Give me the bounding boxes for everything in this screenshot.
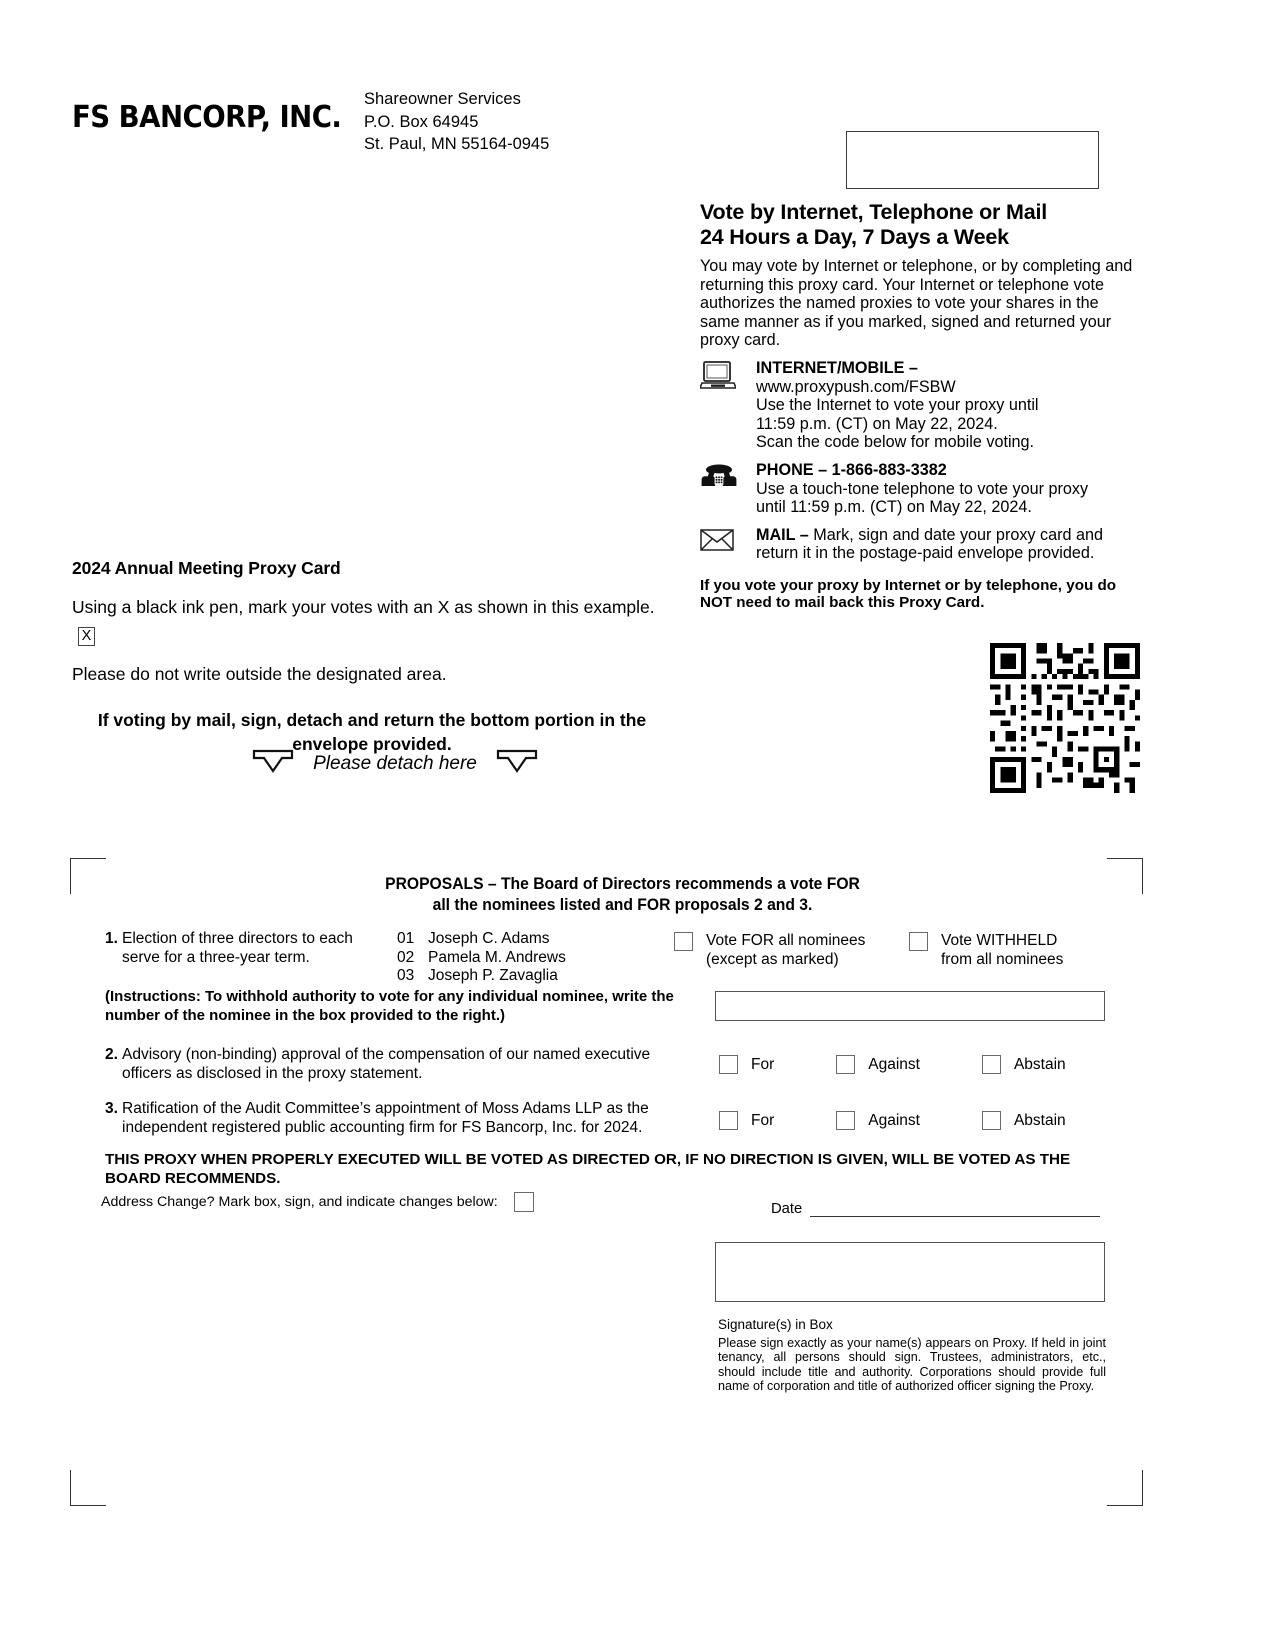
vote-panel-title — [700, 200, 1140, 250]
phone-dash: – — [813, 460, 832, 479]
vote-withheld-line-2: from all nominees — [941, 950, 1064, 968]
vote-withheld-label — [941, 932, 1063, 969]
envelope-icon — [700, 526, 756, 563]
vote-panel-intro: You may vote by Internet or telephone, or by completing and returning this proxy card. Your Internet or telephone vote authorizes the named proxies to vote your shares in the same manner as if you marked, signed and returned your proxy card. — [700, 257, 1133, 350]
vote-for-all-line-2: (except as marked) — [706, 950, 839, 968]
signature-input-box[interactable] — [715, 1242, 1105, 1302]
vote-for-all-nominees-option[interactable] — [674, 932, 865, 969]
address-change-checkbox[interactable] — [514, 1192, 534, 1212]
internet-line-4: Scan the code below for mobile voting. — [756, 433, 1035, 452]
date-input[interactable] — [810, 1200, 1100, 1217]
proposal-2-for-label: For — [751, 1055, 775, 1073]
proxy-card-heading: 2024 Annual Meeting Proxy Card — [72, 558, 341, 578]
address-change-label: Address Change? Mark box, sign, and indicate changes below: — [101, 1194, 498, 1210]
proposal-1-number: 1. — [105, 930, 118, 947]
proposal-2-against-checkbox[interactable] — [836, 1055, 855, 1074]
proposal-1 — [105, 930, 395, 967]
internet-vote-row — [700, 359, 1140, 452]
proposal-2-against-option[interactable] — [836, 1055, 920, 1074]
proposal-2-options — [719, 1055, 1066, 1074]
proposal-3-against-checkbox[interactable] — [836, 1111, 855, 1130]
proposal-3-for-option[interactable] — [719, 1111, 774, 1130]
vote-panel-note: If you vote your proxy by Internet or by telephone, you do NOT need to mail back this Proxy Card. — [700, 576, 1117, 612]
down-arrow-icon-right — [495, 748, 539, 779]
proposal-3-text: Ratification of the Audit Committee’s appointment of Moss Adams LLP as the independent registered public accounting firm for FS Bancorp, Inc. for 2024. — [122, 1100, 649, 1136]
nominee-list — [397, 930, 566, 986]
list-item — [397, 949, 566, 968]
mail-vote-row — [700, 526, 1140, 563]
crop-mark-bottom-right — [1107, 1470, 1143, 1506]
mail-dash: – — [795, 525, 814, 544]
company-logo: FS BANCORP, INC. — [72, 100, 342, 135]
proposal-3-number: 3. — [105, 1100, 118, 1117]
proposal-2-abstain-label: Abstain — [1013, 1055, 1066, 1073]
proposal-2-abstain-option[interactable] — [982, 1055, 1066, 1074]
phone-vote-text — [756, 461, 1140, 517]
proposal-2 — [105, 1046, 665, 1083]
vote-for-all-nominees-label — [706, 932, 865, 969]
vote-for-all-line-1: Vote FOR all nominees — [706, 932, 866, 949]
vote-panel-title-line-2: 24 Hours a Day, 7 Days a Week — [700, 225, 1009, 249]
list-item — [397, 967, 566, 986]
proposals-header-line-1: PROPOSALS – The Board of Directors recommends a vote FOR — [385, 875, 860, 893]
vote-withheld-line-1: Vote WITHHELD — [941, 932, 1058, 949]
nominee-3-index: 03 — [397, 967, 415, 985]
signature-fine-print: Please sign exactly as your name(s) appears on Proxy. If held in joint tenancy, all persons should sign. Trustees, administrators, etc., should include title and authority. Corporations should provide full name of corporation and title of authorized officer signing the Proxy. — [718, 1336, 1106, 1394]
phone-line-3: until 11:59 p.m. (CT) on May 22, 2024. — [756, 498, 1032, 517]
vote-for-all-nominees-checkbox[interactable] — [674, 932, 693, 951]
proxy-card-instructions — [72, 558, 672, 756]
address-line-1: Shareowner Services — [364, 90, 521, 108]
proposal-3-for-checkbox[interactable] — [719, 1111, 738, 1130]
withhold-instructions: (Instructions: To withhold authority to vote for any individual nominee, write the number of the nominee in the box provided to the right.) — [105, 988, 674, 1024]
mark-instruction — [72, 595, 672, 646]
nominee-number-input[interactable] — [715, 991, 1105, 1021]
mail-text: Mark, sign and date your proxy card and return it in the postage-paid envelope provided. — [756, 525, 1104, 563]
proposal-3-abstain-checkbox[interactable] — [982, 1111, 1001, 1130]
list-item — [397, 930, 566, 949]
nominee-3-name: Joseph P. Zavaglia — [428, 967, 558, 985]
computer-icon — [700, 359, 756, 452]
vote-instructions-panel — [700, 200, 1140, 612]
internet-vote-text — [756, 359, 1140, 452]
proposal-2-abstain-checkbox[interactable] — [982, 1055, 1001, 1074]
proposal-3-against-label: Against — [868, 1111, 920, 1129]
vote-panel-title-line-1: Vote by Internet, Telephone or Mail — [700, 200, 1047, 224]
mark-instruction-text: Using a black ink pen, mark your votes with an X as shown in this example. — [72, 597, 655, 617]
proposal-3-abstain-label: Abstain — [1013, 1111, 1066, 1129]
proposals-header-line-2: all the nominees listed and FOR proposals 2 and 3. — [432, 896, 813, 914]
proposal-2-for-option[interactable] — [719, 1055, 774, 1074]
address-line-3: St. Paul, MN 55164-0945 — [364, 135, 550, 153]
telephone-icon — [700, 461, 756, 517]
internet-line-2: Use the Internet to vote your proxy until — [756, 396, 1039, 415]
address-line-2: P.O. Box 64945 — [364, 112, 479, 131]
nominee-2-index: 02 — [397, 948, 415, 966]
proxy-execution-note: THIS PROXY WHEN PROPERLY EXECUTED WILL BE VOTED AS DIRECTED OR, IF NO DIRECTION IS GIVEN, WILL BE VOTED AS THE BOARD RECOMMENDS. — [105, 1151, 1071, 1187]
signature-box-label: Signature(s) in Box — [718, 1317, 833, 1332]
detach-here-label: Please detach here — [313, 752, 477, 774]
transfer-agent-address — [364, 88, 549, 156]
proposal-3-options — [719, 1111, 1066, 1130]
mail-heading: MAIL — [756, 525, 796, 544]
nominee-2-name: Pamela M. Andrews — [428, 948, 566, 966]
internet-heading: INTERNET/MOBILE — [756, 358, 905, 377]
proposal-2-number: 2. — [105, 1046, 118, 1063]
proposal-3-against-option[interactable] — [836, 1111, 920, 1130]
proposal-2-for-checkbox[interactable] — [719, 1055, 738, 1074]
proposal-3-abstain-option[interactable] — [982, 1111, 1066, 1130]
proposal-3 — [105, 1100, 695, 1137]
phone-vote-row — [700, 461, 1140, 517]
internet-dash: – — [904, 358, 918, 377]
phone-number[interactable]: 1-866-883-3382 — [831, 460, 947, 479]
proposals-header — [145, 874, 1100, 916]
detach-row — [0, 748, 790, 779]
proposal-1-text: Election of three directors to each serve for a three-year term. — [122, 930, 353, 966]
address-change-row[interactable] — [101, 1192, 534, 1212]
crop-mark-top-left — [70, 858, 106, 894]
internet-url[interactable]: www.proxypush.com/FSBW — [756, 377, 956, 396]
phone-heading: PHONE — [756, 460, 814, 479]
nominee-1-name: Joseph C. Adams — [428, 930, 550, 947]
proposal-3-for-label: For — [751, 1111, 775, 1129]
mail-vote-text — [756, 526, 1140, 563]
internet-line-3: 11:59 p.m. (CT) on May 22, 2024. — [756, 414, 998, 433]
vote-withheld-checkbox[interactable] — [909, 932, 928, 951]
vote-withheld-option[interactable] — [909, 932, 1063, 969]
down-arrow-icon-left — [251, 748, 295, 779]
nominee-1-index: 01 — [397, 930, 415, 947]
detach-bold-instruction: If voting by mail, sign, detach and return the bottom portion in the envelope provided. — [97, 710, 647, 754]
qr-code-icon[interactable] — [990, 643, 1140, 793]
date-label: Date — [771, 1201, 803, 1217]
proposal-2-text: Advisory (non-binding) approval of the compensation of our named executive officers as disclosed in the proxy statement. — [122, 1046, 651, 1082]
example-mark-box: X — [78, 627, 95, 646]
crop-mark-top-right — [1107, 858, 1143, 894]
date-row — [771, 1200, 1100, 1217]
shareholder-label-box — [846, 131, 1099, 189]
crop-mark-bottom-left — [70, 1470, 106, 1506]
phone-line-2: Use a touch-tone telephone to vote your proxy — [756, 479, 1089, 498]
no-write-instruction: Please do not write outside the designated area. — [72, 664, 447, 684]
proposal-2-against-label: Against — [868, 1055, 920, 1073]
